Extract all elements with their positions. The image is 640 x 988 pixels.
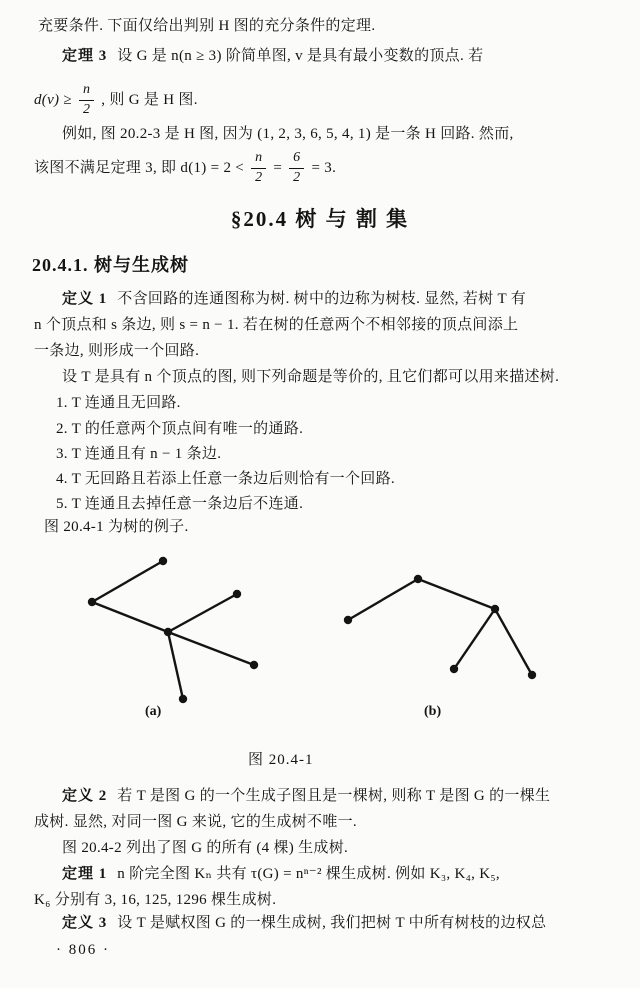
subsection-header: 20.4.1. 树与生成树	[32, 255, 189, 275]
tree-node	[179, 695, 187, 703]
tree-node	[344, 616, 352, 624]
example-inequality-pre: 该图不满足定理 3, 即 d(1) = 2 <	[34, 160, 245, 176]
definition-3-line	[62, 913, 546, 933]
tree-edge	[168, 594, 237, 632]
page-number: · 806 ·	[56, 942, 110, 958]
equals-sign: =	[273, 160, 283, 176]
example-result: = 3.	[311, 160, 337, 176]
tree-edge	[168, 632, 183, 699]
theorem-3-conclusion: , 则 G 是 H 图.	[101, 92, 198, 108]
tree-node	[491, 605, 499, 613]
figure-intro-line: 图 20.4-1 为树的例子.	[44, 519, 189, 535]
tree-a	[88, 557, 258, 703]
definition-3-label: 定义 3	[62, 915, 108, 931]
theorem-1-label: 定理 1	[62, 866, 108, 882]
tree-node	[528, 671, 536, 679]
definition-2-label: 定义 2	[62, 788, 108, 804]
list-item-4: 4. T 无回路且若添上任意一条边后则恰有一个回路.	[56, 471, 395, 487]
fraction-n-over-2b: $\frac{n}{2}$	[251, 150, 266, 185]
theorem-1-line2: K₆ 分别有 3, 16, 125, 1296 棵生成树.	[34, 892, 277, 908]
definition-1-label: 定义 1	[62, 291, 108, 307]
tree-edge	[348, 579, 418, 620]
definition-1-line3: 一条边, 则形成一个回路.	[34, 343, 200, 359]
definition-2-line2: 成树. 显然, 对同一图 G 来说, 它的生成树不唯一.	[34, 814, 357, 830]
section-header: §20.4 树 与 割 集	[230, 207, 410, 231]
tree-node	[88, 598, 96, 606]
theorem-1-line	[62, 864, 500, 884]
tree-edge	[92, 561, 163, 602]
figure-caption: 图 20.4-1	[248, 752, 314, 768]
tree-edge	[168, 632, 254, 665]
tree-node	[414, 575, 422, 583]
paragraph-line: 充要条件. 下面仅给出判别 H 图的充分条件的定理.	[38, 18, 376, 34]
example-line: 例如, 图 20.2-3 是 H 图, 因为 (1, 2, 3, 6, 5, 4, 1) 是一条 H 回路. 然而,	[62, 126, 514, 142]
fraction-6-over-2: $\frac{6}{2}$	[289, 150, 304, 185]
tree-edge	[418, 579, 495, 609]
tree-edge	[454, 609, 495, 669]
tree-b	[344, 575, 536, 679]
tree-edge	[495, 609, 532, 675]
tree-node	[450, 665, 458, 673]
tree-properties-intro: 设 T 是具有 n 个顶点的图, 则下列命题是等价的, 且它们都可以用来描述树.	[62, 369, 560, 385]
list-item-1: 1. T 连通且无回路.	[56, 395, 181, 411]
fraction-n-over-2: $\frac{n}{2}$	[79, 82, 94, 117]
theorem-3-label: 定理 3	[62, 48, 108, 64]
theorem-1-text: n 阶完全图 Kₙ 共有 τ(G) = nⁿ⁻² 棵生成树. 例如 K₃, K₄, K₅,	[117, 866, 500, 882]
tree-node	[233, 590, 241, 598]
theorem-3-text: 设 G 是 n(n ≥ 3) 阶简单图, v 是具有最小变数的顶点. 若	[117, 48, 484, 64]
figure-label-b: (b)	[424, 704, 442, 719]
figure-label-a: (a)	[145, 704, 162, 719]
definition-3-text: 设 T 是赋权图 G 的一棵生成树, 我们把树 T 中所有树枝的边权总	[117, 915, 547, 931]
list-item-2: 2. T 的任意两个顶点间有唯一的通路.	[56, 421, 304, 437]
list-item-3: 3. T 连通且有 n − 1 条边.	[56, 446, 222, 462]
definition-2-line	[62, 786, 550, 806]
tree-node	[159, 557, 167, 565]
tree-node	[250, 661, 258, 669]
definition-1-line2: n 个顶点和 s 条边, 则 s = n − 1. 若在树的任意两个不相邻接的顶点间添上	[34, 317, 519, 333]
definition-1-text: 不含回路的连通图称为树. 树中的边称为树枝. 显然, 若树 T 有	[117, 291, 527, 307]
list-item-5: 5. T 连通且去掉任意一条边后不连通.	[56, 496, 304, 512]
degree-expression: d(v) ≥	[34, 92, 72, 108]
figure-2-reference-line: 图 20.4-2 列出了图 G 的所有 (4 棵) 生成树.	[62, 840, 349, 856]
tree-edge	[92, 602, 168, 632]
definition-2-text: 若 T 是图 G 的一个生成子图且是一棵树, 则称 T 是图 G 的一棵生	[117, 788, 551, 804]
tree-node	[164, 628, 172, 636]
